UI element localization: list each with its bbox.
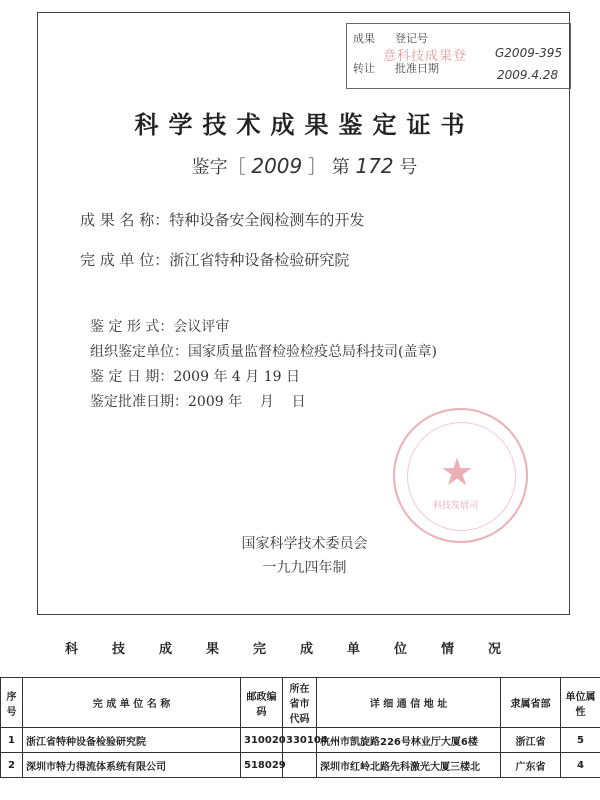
header-dept: 隶属省部	[501, 678, 561, 728]
row-region-code	[283, 753, 317, 778]
completion-unit-label: 完 成 单 位：	[80, 251, 170, 269]
table-row	[1, 753, 600, 778]
registration-stamp: 意科技成果登	[383, 49, 468, 64]
appraisal-date: 2009 年 4 月 19 日	[173, 369, 300, 385]
row-dept: 浙江省	[501, 728, 561, 753]
number-mid: ］ 第	[307, 157, 350, 178]
reg-line2-label: 转让	[353, 62, 375, 75]
issuer: 国家科学技术委员会	[241, 536, 368, 552]
units-table	[0, 677, 600, 778]
row-postcode: 518029	[241, 753, 283, 778]
organizer-label: 组织鉴定单位：	[90, 344, 188, 360]
approval-date: 2009 年 月 日	[188, 394, 306, 410]
appraisal-date-label: 鉴 定 日 期：	[90, 369, 174, 385]
row-attribute: 4	[561, 753, 600, 778]
appraisal-form-label: 鉴 定 形 式：	[90, 319, 174, 335]
organizer-row	[90, 341, 437, 361]
row-region-code: 330104	[283, 728, 317, 753]
issue-year: 一九九四年制	[262, 560, 347, 576]
row-seq: 2	[1, 753, 23, 778]
units-table-title: 科技成果完成单位情况	[64, 642, 535, 657]
row-seq: 1	[1, 728, 23, 753]
completion-unit: 浙江省特种设备检验研究院	[169, 251, 350, 269]
row-postcode: 310020	[241, 728, 283, 753]
certificate-frame	[37, 12, 570, 615]
achievement-name: 特种设备安全阀检测车的开发	[169, 211, 365, 229]
appraisal-date-row	[90, 366, 300, 386]
row-address: 深圳市红岭北路先科激光大厦三楼北	[317, 753, 501, 778]
table-header-row	[1, 678, 600, 728]
star-icon: ★	[440, 450, 475, 494]
number-suffix: 号	[399, 157, 418, 178]
header-unit-name: 完 成 单 位 名 称	[23, 678, 241, 728]
registration-box	[346, 23, 571, 89]
row-unit-name: 深圳市特力得流体系统有限公司	[23, 753, 241, 778]
row-address: 杭州市凯旋路226号林业厅大厦6楼	[317, 728, 501, 753]
number-prefix: 鉴字［	[191, 157, 246, 178]
table-row	[1, 728, 600, 753]
reg-line1-label: 成果	[353, 32, 375, 45]
appraisal-form: 会议评审	[173, 319, 230, 335]
completion-unit-row	[80, 249, 349, 270]
registration-date: 2009.4.28	[497, 68, 559, 82]
approval-date-label: 鉴定批准日期：	[90, 394, 188, 410]
header-seq: 序号	[1, 678, 23, 728]
number-year: 2009	[251, 154, 303, 178]
number-handwritten: 172	[355, 154, 394, 178]
header-attribute: 单位属性	[561, 678, 600, 728]
header-address: 详 细 通 信 地 址	[317, 678, 501, 728]
appraisal-form-row	[90, 316, 229, 336]
approval-date-row	[90, 391, 306, 411]
row-attribute: 5	[561, 728, 600, 753]
registration-number: G2009-395	[495, 46, 563, 60]
official-seal	[393, 408, 528, 543]
certificate-title: 科学技术成果鉴定证书	[134, 110, 475, 139]
row-dept: 广东省	[501, 753, 561, 778]
header-postcode: 邮政编码	[241, 678, 283, 728]
certificate-number	[38, 153, 571, 179]
organizer: 国家质量监督检验检疫总局科技司(盖章)	[188, 344, 437, 360]
reg-line2-field: 批准日期	[395, 62, 439, 75]
header-region-code: 所在省市代码	[283, 678, 317, 728]
reg-line1-field: 登记号	[395, 32, 428, 45]
achievement-name-label: 成 果 名 称：	[80, 211, 170, 229]
row-unit-name: 浙江省特种设备检验研究院	[23, 728, 241, 753]
achievement-name-row	[80, 209, 364, 230]
seal-text: 科技发展司	[433, 501, 479, 511]
